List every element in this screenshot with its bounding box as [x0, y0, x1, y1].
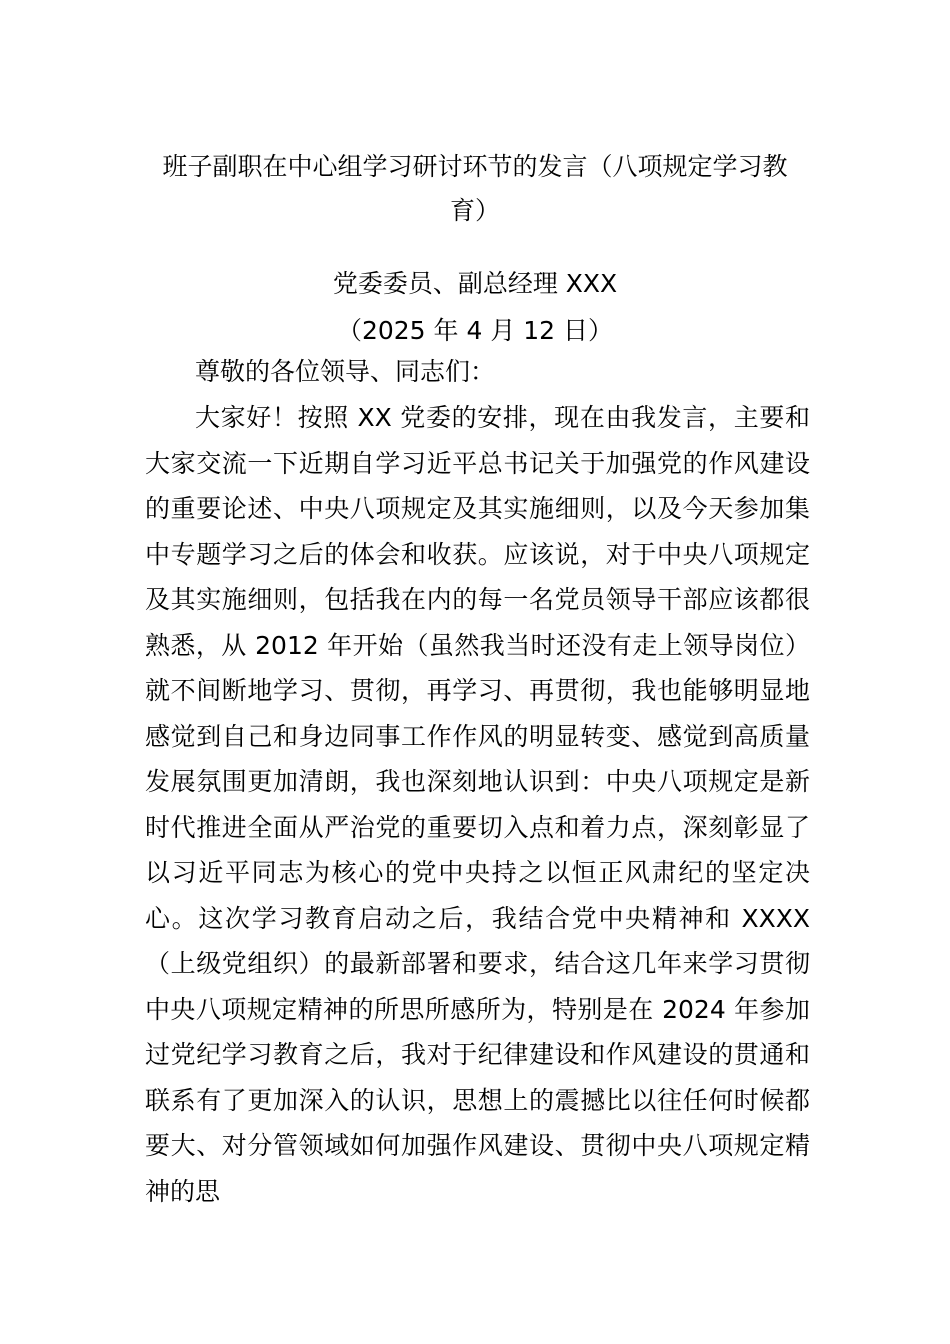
document-title: 班子副职在中心组学习研讨环节的发言（八项规定学习教育）	[162, 152, 788, 225]
date-line: （2025 年 4 月 12 日）	[336, 316, 614, 345]
body-paragraph: 大家好！按照 XX 党委的安排，现在由我发言，主要和大家交流一下近期自学习近平总书记关于加强党的作风建设的重要论述、中央八项规定及其实施细则，以及今天参加集中专题学习之后的体会和收获。应该说，对于中央八项规定及其实施细则，包括我在内的每一名党员领导干部应该都很熟悉，从 2012 年开始（虽然我当时还没有走上领导岗位）就不间断地学习、贯彻，再学习、再贯彻，我也能够明显地感觉到自己和身边同事工作作风的明显转变、感觉到高质量发展氛围更加清朗，我也深刻地认识到：中央八项规定是新时代推进全面从严治党的重要切入点和着力点，深刻彰显了以习近平同志为核心的党中央持之以恒正风肃纪的坚定决心。这次学习教育启动之后，我结合党中央精神和 XXXX（上级党组织）的最新部署和要求，结合这几年来学习贯彻中央八项规定精神的所思所感所为，特别是在 2024 年参加过党纪学习教育之后，我对于纪律建设和作风建设的贯通和联系有了更加深入的认识，思想上的震撼比以往任何时候都要大、对分管领域如何加强作风建设、贯彻中央八项规定精神的思	[145, 403, 810, 1206]
salutation: 尊敬的各位领导、同志们：	[195, 357, 496, 386]
author-line: 党委委员、副总经理 XXX	[332, 269, 618, 298]
